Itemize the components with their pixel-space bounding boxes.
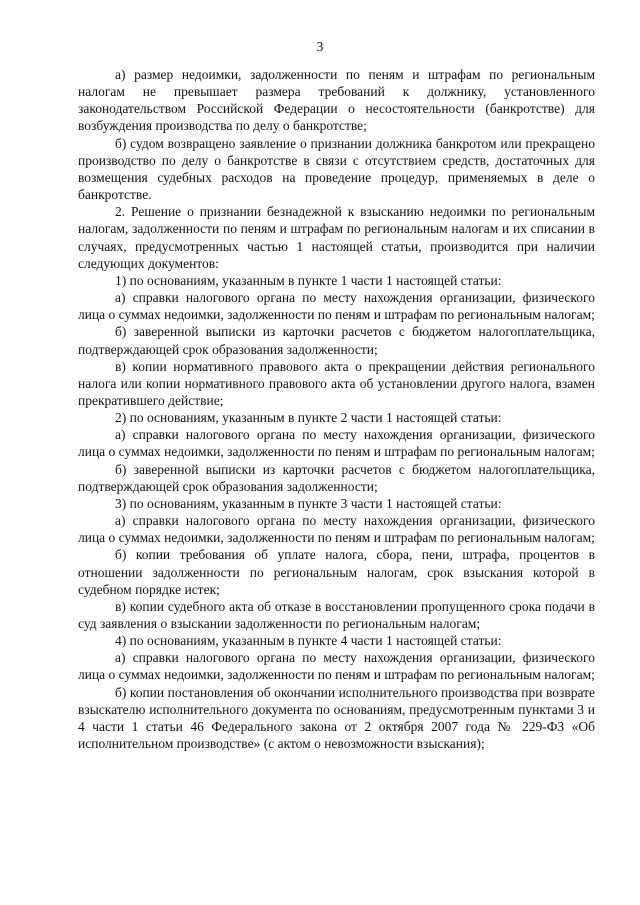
paragraph: а) справки налогового органа по месту нахождения организации, физического лица о суммах недоимки, задолженности по пеням и штрафам по региональным налогам; bbox=[78, 650, 595, 683]
paragraph: а) размер недоимки, задолженности по пеням и штрафам по региональным налогам не превышает размера требований к должнику, установленного законодательством Российской Федерации о несостоятельности (банкротстве) для возбуждения производства по делу о банкротстве; bbox=[78, 67, 595, 134]
paragraph: в) копии нормативного правового акта о прекращении действия регионального налога или копии нормативного правового акта об установлении другого налога, взамен прекратившего действие; bbox=[78, 358, 595, 408]
paragraph: б) заверенной выписки из карточки расчетов с бюджетом налогоплательщика, подтверждающей срок образования задолженности; bbox=[78, 324, 595, 357]
document-body bbox=[78, 66, 595, 752]
paragraph: 2) по основаниям, указанным в пункте 2 части 1 настоящей статьи: bbox=[115, 410, 502, 426]
paragraph: а) справки налогового органа по месту нахождения организации, физического лица о суммах недоимки, задолженности по пеням и штрафам по региональным налогам; bbox=[78, 513, 595, 546]
paragraph: 1) по основаниям, указанным в пункте 1 части 1 настоящей статьи: bbox=[115, 272, 502, 288]
page-number: 3 bbox=[316, 39, 324, 54]
paragraph: 4) по основаниям, указанным в пункте 4 части 1 настоящей статьи: bbox=[115, 633, 502, 649]
paragraph: б) судом возвращено заявление о признании должника банкротом или прекращено производство по делу о банкротстве в связи с отсутствием средств, достаточных для возмещения судебных расходов на проведение процедур, применяемых в деле о банкротстве. bbox=[78, 135, 595, 203]
paragraph: 3) по основаниям, указанным в пункте 3 части 1 настоящей статьи: bbox=[115, 495, 502, 511]
paragraph: а) справки налогового органа по месту нахождения организации, физического лица о суммах недоимки, задолженности по пеням и штрафам по региональным налогам; bbox=[78, 290, 595, 323]
paragraph: б) копии постановления об окончании исполнительного производства при возврате взыскателю исполнительного документа по основаниям, предусмотренным пунктами 3 и 4 части 1 статьи 46 Федерального закона от 2 октября 2007 года № 229-ФЗ «Об исполнительном производстве» (с актом о невозможности взыскания); bbox=[78, 684, 595, 752]
paragraph: 2. Решение о признании безнадежной к взысканию недоимки по региональным налогам, задолженности по пеням и штрафам по региональным налогам и их списании в случаях, предусмотренных частью 1 настоящей статьи, производится при наличии следующих документов: bbox=[78, 204, 595, 271]
paragraph: в) копии судебного акта об отказе в восстановлении пропущенного срока подачи в суд заявления о взыскании задолженности по региональным налогам; bbox=[78, 598, 595, 631]
paragraph: б) копии требования об уплате налога, сбора, пени, штрафа, процентов в отношении задолженности по региональным налогам, срок взыскания которой в судебном порядке истек; bbox=[78, 547, 595, 597]
paragraph: б) заверенной выписки из карточки расчетов с бюджетом налогоплательщика, подтверждающей срок образования задолженности; bbox=[78, 461, 595, 494]
paragraph: а) справки налогового органа по месту нахождения организации, физического лица о суммах недоимки, задолженности по пеням и штрафам по региональным налогам; bbox=[78, 427, 595, 460]
